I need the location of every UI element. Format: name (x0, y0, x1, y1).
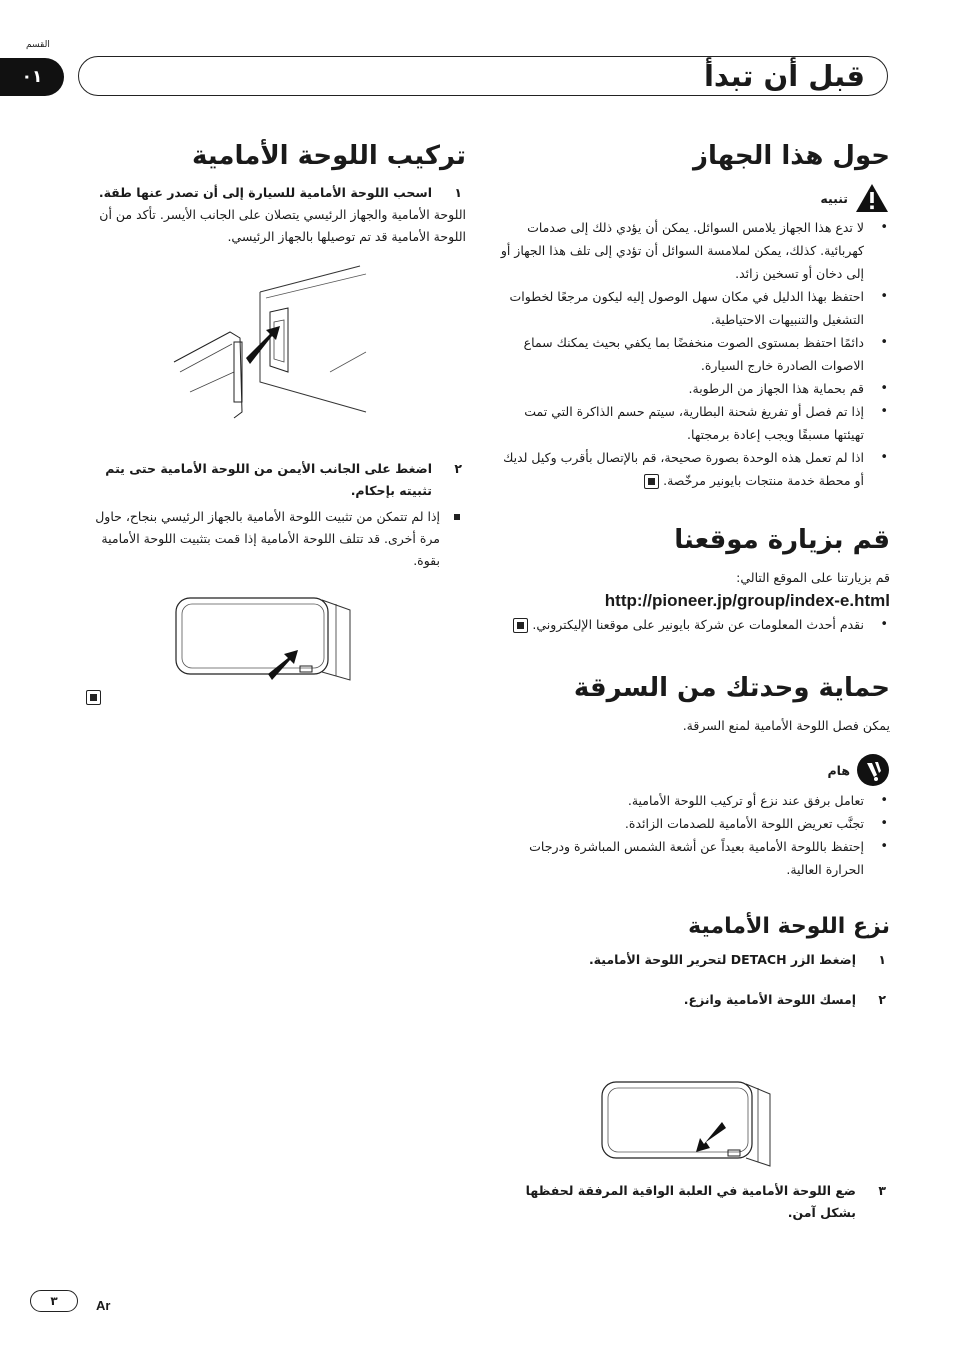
page-title: قبل أن تبدأ (703, 59, 865, 93)
visit-intro: قم بزيارتنا على الموقع التالي: (736, 570, 890, 585)
attach-step-2-block (76, 458, 466, 572)
list-item: • تجنَّب تعريض اللوحة الأمامية للصدمات الزائدة. (498, 812, 890, 835)
attach-note (76, 506, 466, 572)
step-number: ١ (454, 185, 462, 200)
attach-note-text: إذا لم تتمكن من تثبيت اللوحة الأمامية بالجهاز الرئيسي بنجاح، حاول مرة أخرى. قد تتلف اللوحة الأمامية إذا قمت بتثبيت اللوحة الأمامية بقوة. (95, 509, 440, 568)
step-number: ١ (878, 952, 886, 967)
end-mark-icon (86, 690, 101, 705)
list-item: • لا تدع هذا الجهاز يلامس السوائل. يمكن أن يؤدي ذلك إلى صدمات كهربائية. كذلك، يمكن لملامسة السوائل أن تؤدي إلى تلف هذا الجهاز أو إلى دخان أو تسخين زائد. (498, 216, 890, 285)
language-code: Ar (96, 1298, 111, 1313)
important-hand-icon (856, 753, 890, 787)
pioneer-url-link[interactable]: http://pioneer.jp/group/index-e.html (604, 591, 890, 610)
attach-step (76, 182, 466, 204)
end-mark-icon (513, 618, 528, 633)
press-panel-illustration (172, 592, 368, 688)
protect-heading: حماية وحدتك من السرقة (573, 673, 890, 703)
step-number: ٢ (454, 461, 462, 476)
list-item: • احتفظ بهذا الدليل في مكان سهل الوصول إليه ليكون مرجعًا لخطوات التشغيل والتنبيهات الاحتياطية. (498, 285, 890, 331)
header-bar (78, 56, 888, 96)
attach-step (76, 458, 466, 502)
visit-note: نقدم أحدث المعلومات عن شركة بايونير على موقعنا الإليكتروني. (532, 617, 864, 632)
remove-step (498, 1180, 890, 1224)
visit-heading: قم بزيارة موقعنا (674, 525, 890, 555)
list-item (498, 613, 890, 636)
attach-step-detail: اللوحة الأمامية والجهاز الرئيسي يتصلان على الجانب الأيسر. تأكد من أن اللوحة الأمامية قد تم توصيلها بالجهاز الرئيسي. (99, 207, 466, 244)
caution-label: تنبيه (820, 190, 848, 206)
right-column (498, 138, 890, 1011)
list-item: • دائمًا احتفظ بمستوى الصوت منخفضًا بما يكفي بحيث يمكنك سماع الاصوات الصادرة خارج السيارة. (498, 331, 890, 377)
visit-list (498, 613, 890, 636)
section-label: القسم (26, 40, 50, 50)
list-item: • قم بحماية هذا الجهاز من الرطوبة. (498, 377, 890, 400)
list-item: • إذا تم فصل أو تفريغ شحنة البطارية، سيتم حسم الذاكرة التي تمت تهيئتها مسبقًا ويجب إعادة برمجتها. (498, 400, 890, 446)
list-item: • إحتفظ باللوحة الأمامية بعيداً عن أشعة الشمس المباشرة ودرجات الحرارة العالية. (498, 835, 890, 881)
end-mark-icon (644, 474, 659, 489)
page-number: ٣ (30, 1290, 78, 1312)
step-text: ضع اللوحة الأمامية في العلبة الواقية المرفقة لحفظها بشكل آمن. (525, 1183, 856, 1220)
section-number-badge: ٠١ (0, 58, 64, 96)
attach-heading: تركيب اللوحة الأمامية (191, 141, 466, 171)
left-column (76, 138, 466, 248)
step-number: ٣ (878, 1183, 886, 1198)
warning-triangle-icon (854, 182, 890, 214)
remove-step-3 (498, 1180, 890, 1224)
protect-list (498, 789, 890, 881)
caution-block (498, 182, 890, 214)
step-text: إضغط الزر DETACH لتحرير اللوحة الأمامية. (588, 952, 856, 967)
about-list (498, 216, 890, 492)
about-last-text: اذا لم تعمل هذه الوحدة بصورة صحيحة، قم بالإتصال بأقرب وكيل لديك أو محطة خدمة منتجات بايونير مرخّصة. (503, 450, 864, 488)
list-item: • تعامل برفق عند نزع أو تركيب اللوحة الأمامية. (498, 789, 890, 812)
remove-step (498, 949, 890, 971)
step-text: إمسك اللوحة الأمامية وانزع. (683, 992, 856, 1007)
remove-step (498, 989, 890, 1011)
attach-panel-illustration (170, 262, 370, 442)
important-block (498, 753, 890, 787)
step-text: اسحب اللوحة الأمامية للسيارة إلى أن تصدر عنها طقة. (98, 185, 432, 200)
protect-intro: يمكن فصل اللوحة الأمامية لمنع السرقة. (682, 718, 890, 733)
remove-panel-illustration (598, 1078, 778, 1170)
step-number: ٢ (878, 992, 886, 1007)
step-text: اضغط على الجانب الأيمن من اللوحة الأمامية حتى يتم تثبيته بإحكام. (105, 461, 432, 498)
remove-heading: نزع اللوحة الأمامية (688, 914, 890, 939)
about-heading: حول هذا الجهاز (693, 141, 890, 171)
list-item (498, 446, 890, 492)
important-label: هام (827, 762, 850, 778)
note-square-icon (454, 514, 460, 520)
